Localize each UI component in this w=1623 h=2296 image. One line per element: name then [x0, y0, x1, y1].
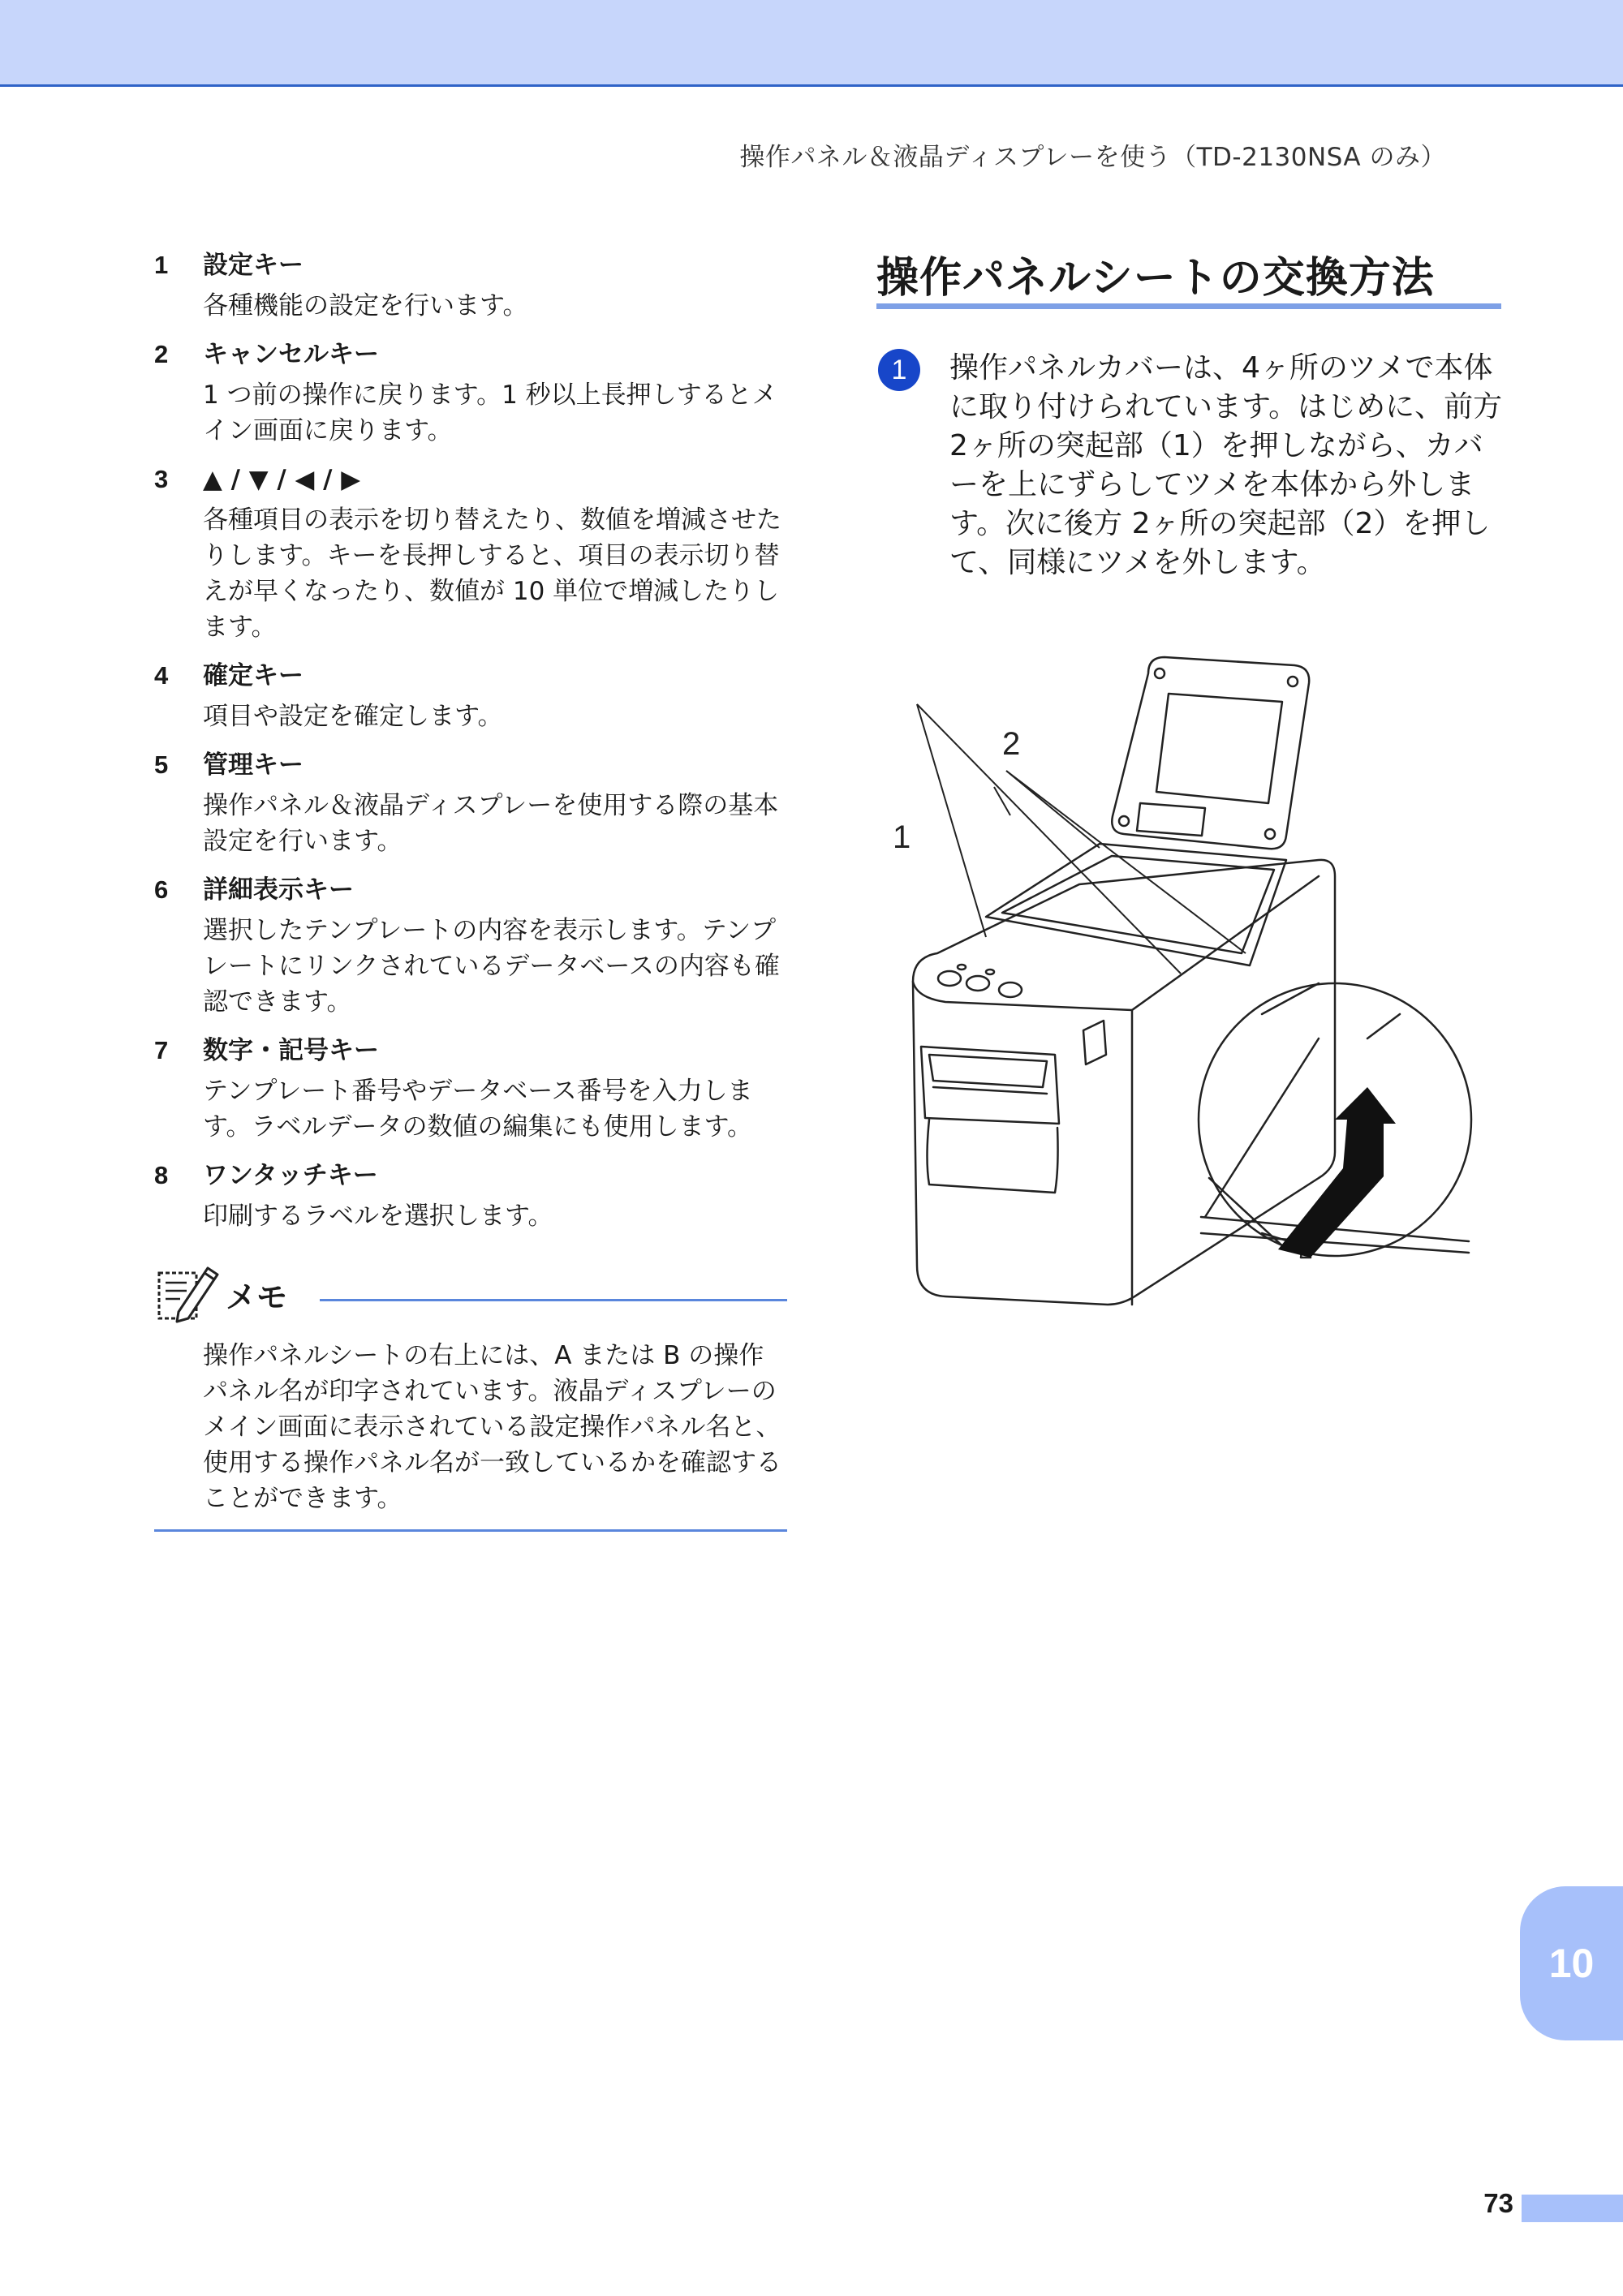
memo-title: メモ	[226, 1279, 288, 1315]
item-description: 印刷するラベルを選択します。	[203, 1202, 553, 1231]
panel-sheet	[986, 844, 1286, 965]
item-number: 6	[154, 875, 169, 904]
list-item	[154, 747, 787, 859]
list-item	[154, 1158, 787, 1234]
memo-text: 操作パネルシートの右上には、A または B の操作パネル名が印字されています。液晶ディスプレーのメイン画面に表示されている設定操作パネル名と、使用する操作パネル名が一致しているかを確認することができます。	[203, 1341, 781, 1513]
memo-pencil-icon	[154, 1262, 222, 1326]
list-item	[154, 337, 787, 449]
item-number: 7	[154, 1036, 169, 1064]
item-number: 4	[154, 661, 169, 690]
callout-label-1: 1	[893, 819, 911, 855]
page-number: 73	[1483, 2188, 1513, 2218]
section-title: 操作パネルシートの交換方法	[876, 254, 1435, 303]
memo-divider	[320, 1299, 787, 1301]
list-item	[154, 462, 787, 645]
item-title: 設定キー	[203, 251, 304, 280]
callout-label-2: 2	[1002, 726, 1021, 762]
item-description: 項目や設定を確定します。	[203, 702, 503, 731]
item-title: 数字・記号キー	[203, 1036, 379, 1065]
printer-illustration	[880, 633, 1497, 1306]
memo-bottom-divider	[154, 1529, 787, 1532]
item-number: 1	[154, 251, 169, 279]
item-description: 操作パネル＆液晶ディスプレーを使用する際の基本設定を行います。	[203, 791, 779, 856]
memo-header	[154, 1262, 787, 1326]
running-header: 操作パネル＆液晶ディスプレーを使う（TD-2130NSA のみ）	[739, 143, 1446, 172]
panel-cover	[1112, 657, 1309, 849]
item-description: 各種機能の設定を行います。	[203, 291, 528, 320]
item-title: ▲ / ▼ / ◀ / ▶	[203, 465, 361, 494]
item-title: 管理キー	[203, 750, 304, 780]
chapter-tab: 10	[1520, 1886, 1623, 2040]
item-title: キャンセルキー	[203, 340, 379, 369]
list-item	[154, 872, 787, 1020]
list-item	[154, 658, 787, 734]
list-item	[154, 247, 787, 324]
item-description: 各種項目の表示を切り替えたり、数値を増減させたりします。キーを長押しすると、項目の表示切り替えが早くなったり、数値が 10 単位で増減したりします。	[203, 505, 781, 642]
item-description: 1 つ前の操作に戻ります。1 秒以上長押しするとメイン画面に戻ります。	[203, 381, 777, 445]
item-number: 2	[154, 340, 169, 368]
item-description: テンプレート番号やデータベース番号を入力します。ラベルデータの数値の編集にも使用します。	[203, 1077, 753, 1142]
memo-box	[154, 1262, 787, 1532]
item-number: 3	[154, 465, 169, 493]
item-title: 確定キー	[203, 661, 304, 690]
item-description: 選択したテンプレートの内容を表示します。テンプレートにリンクされているデータベースの内容も確認できます。	[203, 916, 780, 1017]
step-number-badge: 1	[878, 349, 920, 391]
push-arrow-icon	[1278, 1087, 1396, 1258]
item-title: 詳細表示キー	[203, 875, 354, 905]
panel-screen	[1156, 694, 1282, 803]
top-banner	[0, 0, 1623, 87]
key-description-list	[154, 247, 787, 1532]
list-item	[154, 1033, 787, 1145]
page-number-bar	[1522, 2195, 1623, 2222]
item-number: 8	[154, 1161, 169, 1189]
item-title: ワンタッチキー	[203, 1161, 378, 1190]
step-instruction: 操作パネルカバーは、4ヶ所のツメで本体に取り付けられています。はじめに、前方 2ヶ所の突起部（1）を押しながら、カバーを上にずらしてツメを本体から外します。次に後方 2ヶ所の突起部（2）を押して、同様にツメを外します。	[949, 351, 1503, 579]
item-number: 5	[154, 750, 169, 779]
section-underline	[876, 303, 1501, 309]
